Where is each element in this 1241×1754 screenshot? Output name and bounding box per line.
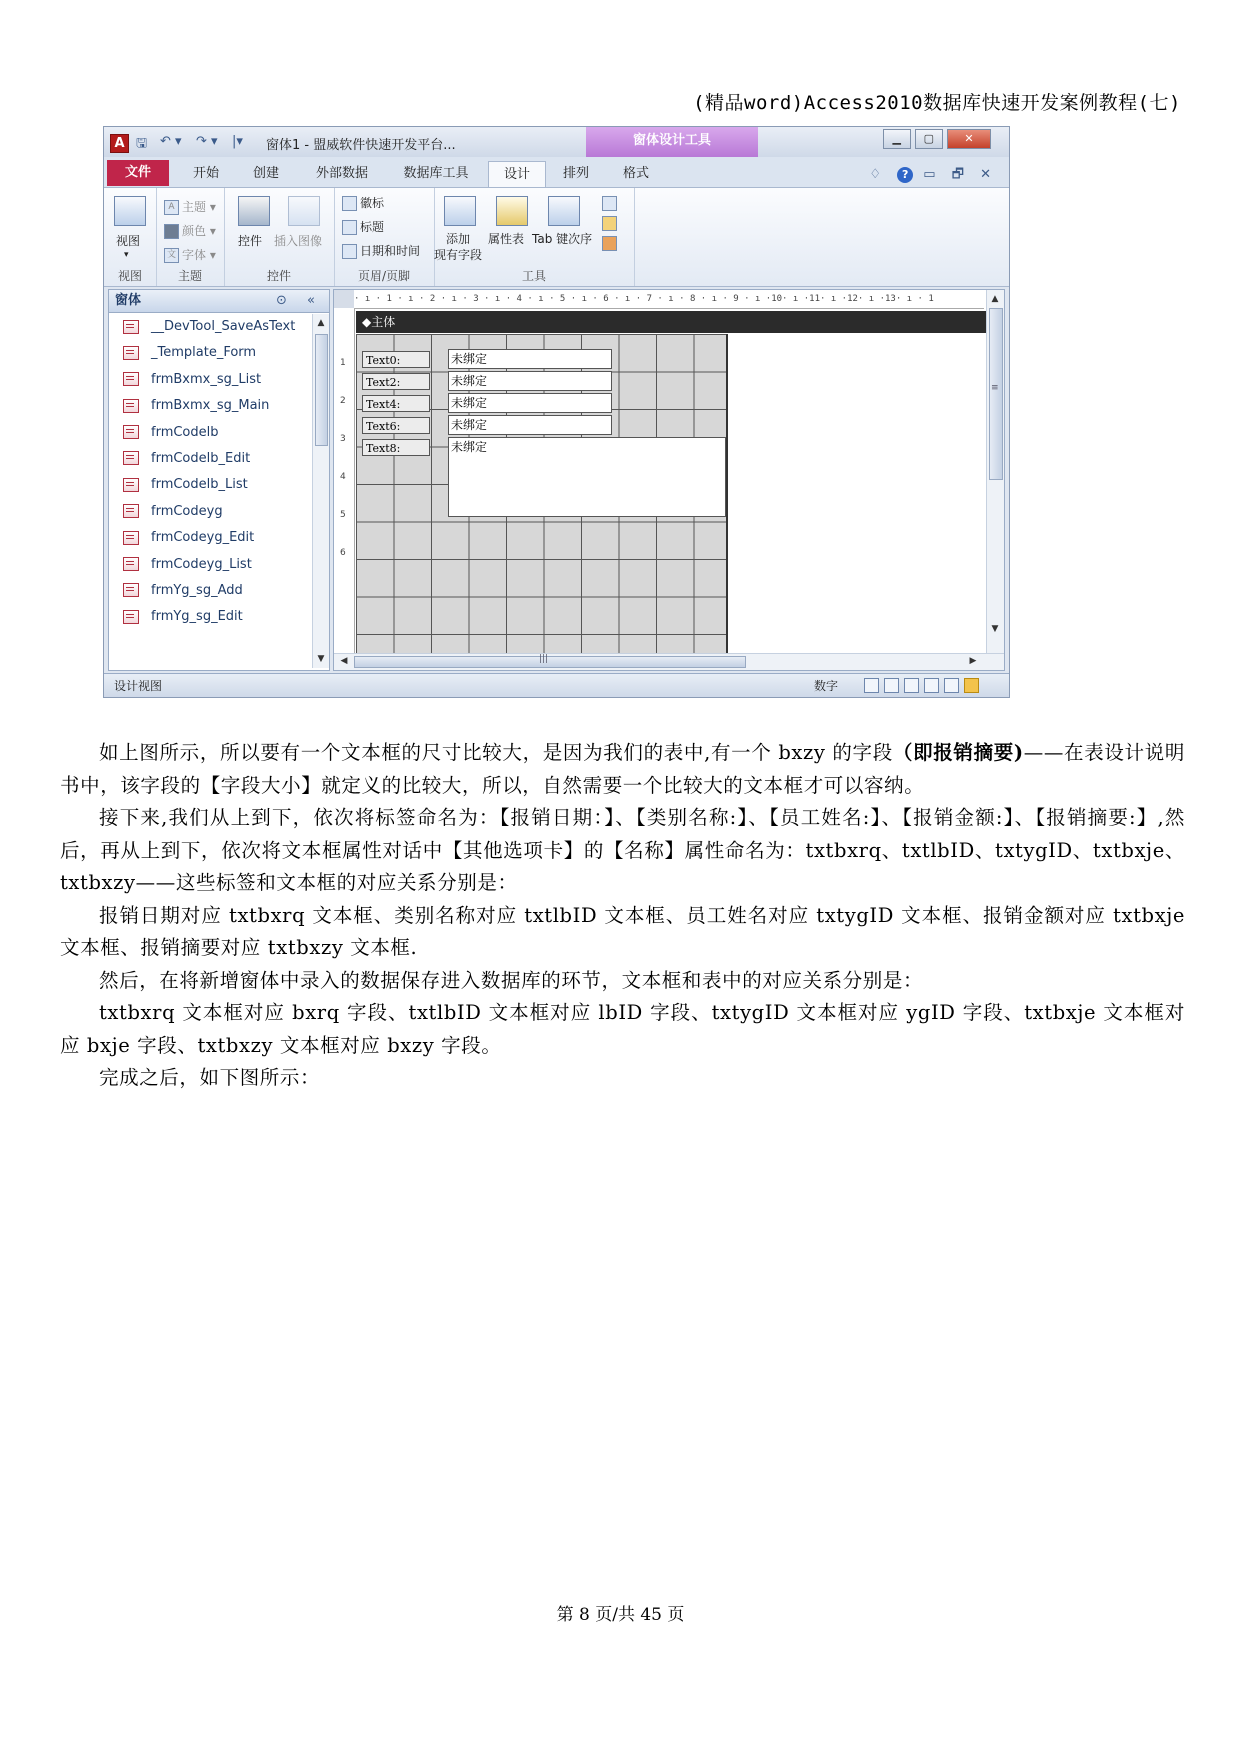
controls-button[interactable]: 控件 bbox=[238, 234, 263, 248]
ribbon-group-label-header-footer: 页眉/页脚 bbox=[357, 269, 411, 283]
tool-small-icon-1[interactable] bbox=[602, 196, 617, 211]
list-item[interactable]: __DevTool_SaveAsText bbox=[109, 314, 309, 340]
tool-small-icon-2[interactable] bbox=[602, 216, 617, 231]
tab-order-icon[interactable] bbox=[548, 196, 580, 226]
doc-close-icon[interactable]: ✕ bbox=[980, 167, 997, 182]
status-numlock: 数字 bbox=[814, 679, 839, 693]
nav-scroll-thumb[interactable] bbox=[315, 334, 328, 446]
list-item[interactable]: frmCodeyg_Edit bbox=[109, 525, 309, 551]
customize-qat-icon[interactable]: |▾ bbox=[232, 134, 243, 149]
doc-minimize-icon[interactable]: ▭ bbox=[923, 167, 942, 182]
ribbon-group-label-view: 视图 bbox=[117, 269, 142, 283]
tab-external-data[interactable]: 外部数据 bbox=[315, 166, 368, 181]
label-text0[interactable]: Text0: bbox=[362, 351, 430, 368]
tab-order-button[interactable]: Tab 键次序 bbox=[532, 232, 593, 246]
paragraph-4: 然后，在将新增窗体中录入的数据保存进入数据库的环节，文本框和表中的对应关系分别是： bbox=[99, 968, 924, 992]
view-button[interactable]: 视图 bbox=[116, 234, 141, 248]
layout-view-icon[interactable] bbox=[904, 678, 919, 693]
form-icon bbox=[123, 610, 139, 624]
textbox-text8[interactable]: 未绑定 bbox=[448, 437, 726, 517]
form-icon bbox=[123, 399, 139, 413]
add-fields-icon[interactable] bbox=[444, 196, 476, 226]
save-icon[interactable]: 🖫 bbox=[136, 136, 148, 151]
theme-button[interactable]: A 主题 ▾ bbox=[164, 198, 216, 215]
list-item[interactable]: frmYg_sg_Add bbox=[109, 578, 309, 604]
ribbon-group-controls bbox=[224, 188, 335, 286]
vertical-ruler: 1 2 3 4 5 6 bbox=[334, 308, 355, 654]
insert-image-icon[interactable] bbox=[288, 196, 320, 226]
doc-restore-icon[interactable]: 🗗 bbox=[951, 167, 970, 182]
context-tab-form-design-tools: 窗体设计工具 bbox=[586, 127, 758, 157]
textbox-text0[interactable]: 未绑定 bbox=[448, 349, 612, 369]
list-item[interactable]: frmBxmx_sg_Main bbox=[109, 393, 309, 419]
scroll-up-icon[interactable]: ▲ bbox=[991, 294, 999, 304]
paragraph-3: 报销日期对应 txtbxrq 文本框、类别名称对应 txtlbID 文本框、员工姓名对应 txtygID 文本框、报销金额对应 txtbxje 文本框、报销摘要对应 txtbxzy 文本框. bbox=[60, 903, 1185, 959]
scroll-right-icon[interactable]: ▶ bbox=[969, 656, 977, 666]
form-icon bbox=[123, 320, 139, 334]
list-item[interactable]: frmCodeyg bbox=[109, 499, 309, 525]
restore-button[interactable]: ▢ bbox=[915, 129, 943, 149]
form-icon bbox=[123, 504, 139, 518]
datasheet-view-icon[interactable] bbox=[884, 678, 899, 693]
close-button[interactable]: ✕ bbox=[947, 129, 991, 149]
fonts-button[interactable]: 文 字体 ▾ bbox=[164, 246, 216, 263]
tab-design[interactable]: 设计 bbox=[488, 161, 546, 188]
textbox-text4[interactable]: 未绑定 bbox=[448, 393, 612, 413]
design-vertical-scrollbar[interactable] bbox=[986, 290, 1004, 654]
label-text6[interactable]: Text6: bbox=[362, 417, 430, 434]
tab-create[interactable]: 创建 bbox=[252, 166, 279, 181]
property-sheet-button[interactable]: 属性表 bbox=[488, 232, 525, 246]
chart-view-icon[interactable] bbox=[944, 678, 959, 693]
list-item[interactable]: _Template_Form bbox=[109, 340, 309, 366]
ribbon-group-view bbox=[104, 188, 157, 286]
list-item[interactable]: frmCodelb_Edit bbox=[109, 446, 309, 472]
pivot-view-icon[interactable] bbox=[924, 678, 939, 693]
ribbon-tabs bbox=[104, 157, 1009, 187]
status-view-name: 设计视图 bbox=[114, 679, 163, 693]
paragraph-5: txtbxrq 文本框对应 bxrq 字段、txtlbID 文本框对应 lbID 字段、txtygID 文本框对应 ygID 字段、txtbxje 文本框对应 bxje 字段、txtbxzy 文本框对应 bxzy 字段。 bbox=[60, 1001, 1185, 1057]
property-sheet-icon[interactable] bbox=[496, 196, 528, 226]
fonts-icon: 文 bbox=[164, 248, 179, 263]
undo-icon[interactable]: ↶ ▾ bbox=[160, 134, 182, 149]
form-icon bbox=[123, 557, 139, 571]
paragraph-1: 如上图所示，所以要有一个文本框的尺寸比较大，是因为我们的表中,有一个 bxzy 的字段（即报销摘要)——在表设计说明书中，该字段的【字段大小】就定义的比较大，所以，自然需要一个比较大的文本框才可以容纳。 bbox=[60, 741, 1185, 797]
form-icon bbox=[123, 425, 139, 439]
nav-pane-controls[interactable]: ⊙ « bbox=[276, 293, 323, 308]
ribbon-group-label-theme: 主题 bbox=[177, 269, 202, 283]
logo-icon bbox=[342, 196, 357, 211]
design-view-icon[interactable] bbox=[964, 678, 979, 693]
ribbon-group-header-footer bbox=[334, 188, 435, 286]
tab-arrange[interactable]: 排列 bbox=[562, 166, 589, 181]
datetime-button[interactable]: 日期和时间 bbox=[342, 242, 420, 259]
nav-pane-title: 窗体 bbox=[115, 293, 142, 308]
page-header: (精品word)Access2010数据库快速开发案例教程(七) bbox=[693, 92, 1181, 114]
nav-pane-header[interactable] bbox=[109, 290, 329, 313]
horizontal-ruler: · ı · 1 · ı · 2 · ı · 3 · ı · 4 · ı · 5 · ı · 6 · ı · 7 · ı · 8 · ı · 9 · ı ·10· ı ·11· ı ·12· ı ·13· ı · 1 bbox=[354, 290, 984, 309]
window-controls bbox=[883, 129, 991, 151]
label-text8[interactable]: Text8: bbox=[362, 439, 430, 456]
list-item[interactable]: frmCodelb bbox=[109, 420, 309, 446]
form-icon bbox=[123, 372, 139, 386]
add-fields-button[interactable]: 添加 bbox=[446, 232, 471, 246]
paragraph-2: 接下来,我们从上到下，依次将标签命名为：【报销日期：】、【类别名称:】、【员工姓名:】、【报销金额:】、【报销摘要:】,然后，再从上到下，依次将文本框属性对话中【其他选项卡】的【名称】属性命名为：txtbxrq、txtlbID、txtygID、txtbxje、txtbxzy——这些标签和文本框的对应关系分别是： bbox=[60, 806, 1185, 894]
access-app-icon[interactable]: A bbox=[110, 134, 129, 153]
page-footer: 第 8 页/共 45 页 bbox=[556, 1605, 685, 1625]
ribbon-group-theme bbox=[156, 188, 225, 286]
nav-scrollbar[interactable] bbox=[312, 314, 329, 668]
tool-small-icon-3[interactable] bbox=[602, 236, 617, 251]
window-title: 窗体1 - 盟威软件快速开发平台... bbox=[266, 138, 456, 153]
colors-icon bbox=[164, 224, 179, 239]
datetime-icon bbox=[342, 244, 357, 259]
ribbon-right-controls bbox=[869, 165, 997, 187]
ribbon-group-label-controls: 控件 bbox=[266, 269, 291, 283]
design-hscroll-thumb[interactable]: ||| bbox=[354, 656, 746, 668]
ribbon bbox=[104, 187, 1009, 287]
ribbon-group-label-tools: 工具 bbox=[521, 269, 546, 283]
form-view-icon[interactable] bbox=[864, 678, 879, 693]
list-item[interactable]: frmBxmx_sg_List bbox=[109, 367, 309, 393]
access-screenshot bbox=[103, 126, 1010, 698]
document-body bbox=[60, 737, 1185, 1095]
form-design-surface bbox=[333, 289, 1005, 671]
chevron-down-icon[interactable]: ▾ bbox=[124, 250, 129, 260]
list-item[interactable]: frmCodelb_List bbox=[109, 472, 309, 498]
status-bar bbox=[104, 673, 1009, 698]
redo-icon[interactable]: ↷ ▾ bbox=[196, 134, 218, 149]
form-icon bbox=[123, 478, 139, 492]
title-bar bbox=[104, 127, 1009, 157]
form-icon bbox=[123, 451, 139, 465]
add-fields-button-line2: 现有字段 bbox=[434, 248, 483, 262]
tab-format[interactable]: 格式 bbox=[622, 166, 649, 181]
collapse-ribbon-icon[interactable]: ♢ bbox=[869, 167, 888, 182]
design-vscroll-thumb[interactable]: ≡ bbox=[989, 308, 1003, 480]
form-icon bbox=[123, 531, 139, 545]
nav-list bbox=[109, 314, 309, 631]
help-icon[interactable]: ? bbox=[897, 167, 913, 183]
tab-home[interactable]: 开始 bbox=[192, 166, 219, 181]
navigation-pane bbox=[108, 289, 330, 671]
label-text4[interactable]: Text4: bbox=[362, 395, 430, 412]
form-icon bbox=[123, 346, 139, 360]
detail-section-bar[interactable]: ◆主体 bbox=[356, 311, 992, 333]
list-item[interactable]: frmYg_sg_Edit bbox=[109, 604, 309, 630]
title-icon bbox=[342, 220, 357, 235]
theme-icon: A bbox=[164, 200, 179, 215]
tab-database-tools[interactable]: 数据库工具 bbox=[403, 166, 469, 181]
title-button[interactable]: 标题 bbox=[342, 218, 384, 235]
view-icon[interactable] bbox=[114, 196, 146, 226]
textbox-text2[interactable]: 未绑定 bbox=[448, 371, 612, 391]
design-horizontal-scrollbar[interactable] bbox=[334, 653, 1004, 670]
ruler-corner[interactable] bbox=[334, 290, 355, 309]
scroll-left-icon[interactable]: ◀ bbox=[340, 656, 348, 666]
paragraph-6: 完成之后，如下图所示： bbox=[99, 1066, 321, 1089]
logo-button[interactable]: 徽标 bbox=[342, 194, 384, 211]
list-item[interactable]: frmCodeyg_List bbox=[109, 552, 309, 578]
controls-icon[interactable] bbox=[238, 196, 270, 226]
scroll-down-icon[interactable]: ▼ bbox=[991, 624, 999, 634]
ribbon-group-tools bbox=[434, 188, 635, 286]
scroll-down-icon[interactable]: ▼ bbox=[317, 654, 325, 664]
insert-image-button[interactable]: 插入图像 bbox=[274, 234, 323, 248]
colors-button[interactable]: 颜色 ▾ bbox=[164, 222, 216, 239]
minimize-button[interactable]: ▁ bbox=[883, 129, 911, 149]
design-blank-area bbox=[728, 334, 986, 654]
scroll-up-icon[interactable]: ▲ bbox=[317, 318, 325, 328]
form-icon bbox=[123, 583, 139, 597]
textbox-text6[interactable]: 未绑定 bbox=[448, 415, 612, 435]
view-switcher bbox=[864, 678, 984, 698]
label-text2[interactable]: Text2: bbox=[362, 373, 430, 390]
tab-file[interactable]: 文件 bbox=[107, 160, 169, 186]
